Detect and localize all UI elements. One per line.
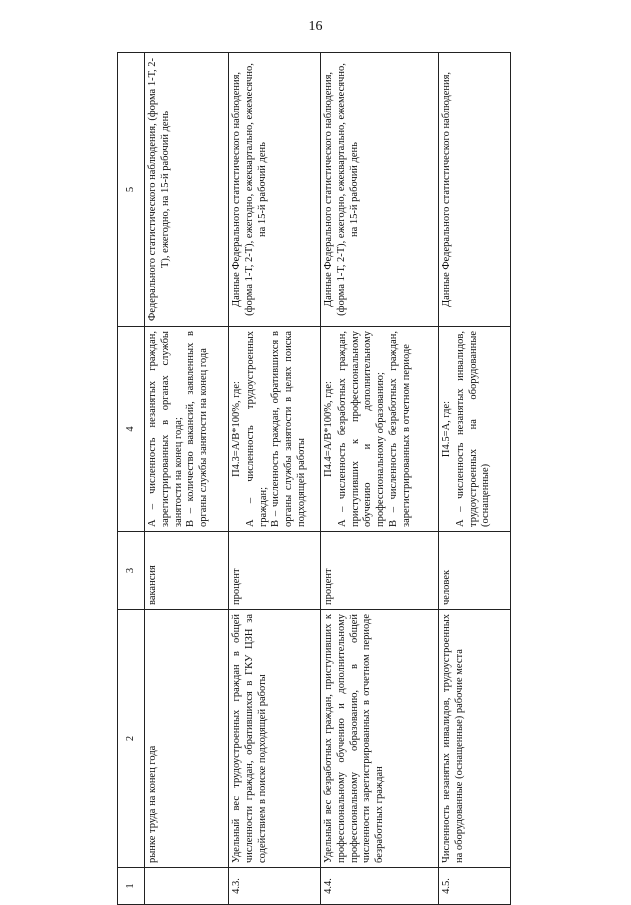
formula-line: А – численность незанятых граждан, зарегистрированных в органах службы занятости на конец года; [147,331,184,527]
unit-of-measure: процент [321,532,439,610]
data-source: Данные Федерального статистического наблюдения, [439,53,511,327]
unit-of-measure: вакансия [145,532,229,610]
table-row [229,53,321,905]
table-header-row [118,53,145,905]
formula-cell [229,327,321,532]
indicator-name: рынке труда на конец года [145,610,229,868]
formula-line: В – численность граждан, обратившихся в органы службы занятости в целях поиска подходящей работы [270,331,307,527]
formula-heading: П4.4=А/В*100%, где: [323,381,334,477]
col-header-2: 2 [118,610,145,868]
data-source: Данные Федерального статистического наблюдения, (форма 1-Т, 2-Т), ежегодно, ежеквартально, ежемесячно, на 15-й рабочий день [321,53,439,327]
row-number: 4.3. [229,868,321,905]
col-header-5: 5 [118,53,145,327]
page-number: 16 [308,19,323,34]
indicator-name: Удельный вес трудоустроенных граждан в общей численности граждан, обратившихся в ГКУ ЦЗН за содействием в поиске подходящей работы [229,610,321,868]
row-number [145,868,229,905]
table-row [439,53,511,905]
col-header-3: 3 [118,532,145,610]
rotated-table-container [117,53,511,905]
formula-line: В – количество вакансий, заявленных в органы службы занятости на конец года [185,331,210,527]
table-row [145,53,229,905]
data-source: Данные Федерального статистического наблюдения, (форма 1-Т, 2-Т), ежегодно, ежеквартально, ежемесячно, на 15-й рабочий день [229,53,321,327]
formula-line: А – численность незанятых инвалидов, трудоустроенных на оборудованные (оснащенные) [454,331,492,527]
formula-cell [321,327,439,532]
formula-heading: П4.3=А/В*100%, где: [231,381,242,477]
row-number: 4.5. [439,868,511,905]
formula-cell [145,327,229,532]
formula-line: А – численность безработных граждан, приступивших к профессиональному обучению и дополнительному профессиональному образованию; [336,331,387,527]
indicator-name: Численность незанятых инвалидов, трудоустроенных на оборудованные (оснащенные) рабочие места [439,610,511,868]
row-number: 4.4. [321,868,439,905]
formula-line: А – численность трудоустроенных граждан; [244,331,269,527]
col-header-1: 1 [118,868,145,905]
formula-line: В – численность безработных граждан, зарегистрированных в отчетном периоде [387,331,412,527]
col-header-4: 4 [118,327,145,532]
indicators-table [117,52,511,905]
unit-of-measure: процент [229,532,321,610]
formula-cell [439,327,511,532]
indicator-name: Удельный вес безработных граждан, приступивших к профессиональному обучению и дополнительному профессиональному образованию, в общей численности зарегистрированных в отчетном периоде безработных граждан [321,610,439,868]
unit-of-measure: человек [439,532,511,610]
formula-heading: П4.5=А, где: [441,400,452,458]
table-row [321,53,439,905]
data-source: Федерального статистического наблюдения, (форма 1-Т, 2-Т), ежегодно, на 15-й рабочий день [145,53,229,327]
